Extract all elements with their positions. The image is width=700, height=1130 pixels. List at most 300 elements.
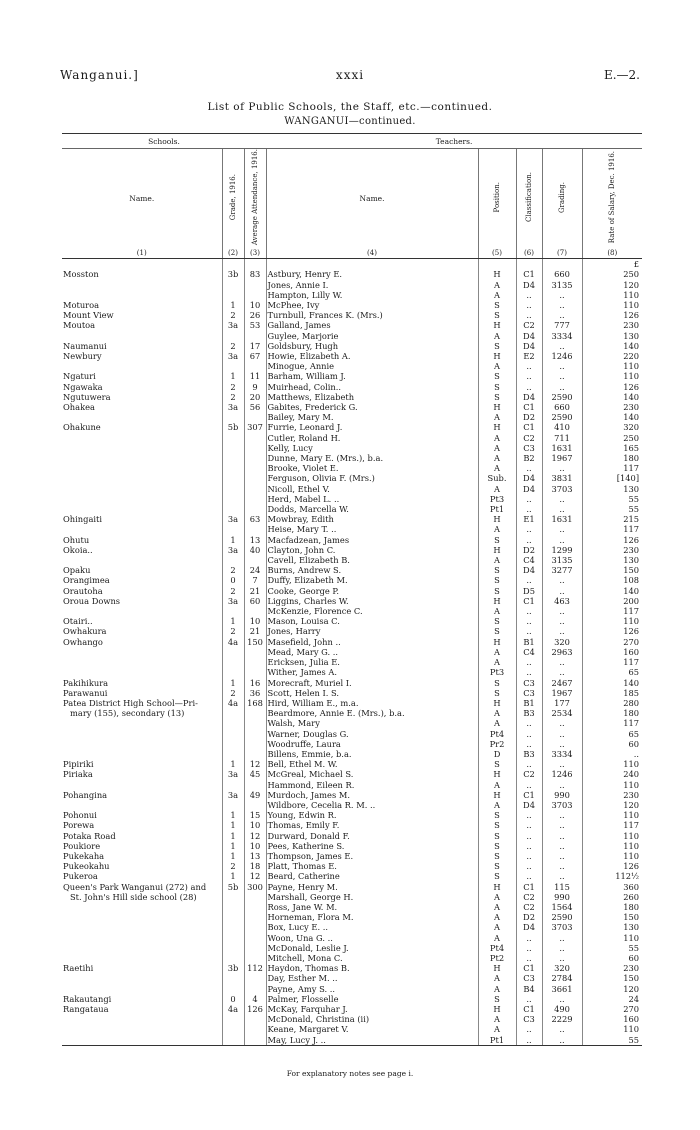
cell-salary: 117 <box>623 463 640 474</box>
cell-school-name: Mount View <box>62 310 222 320</box>
cell-position: A <box>478 647 516 657</box>
cell-salary: 126 <box>623 310 640 321</box>
cell-grade: 4a <box>222 698 244 708</box>
cell-position: S <box>478 310 516 320</box>
cell-classification: C4 <box>516 555 542 565</box>
cell-position: A <box>478 433 516 443</box>
cell-school-name <box>62 555 222 565</box>
table-row <box>62 861 642 871</box>
cell-grading: .. <box>542 718 582 728</box>
cell-grading: 660 <box>542 269 582 279</box>
cell-classification: .. <box>516 933 542 943</box>
cell-grading: .. <box>542 616 582 626</box>
cell-salary: 240 <box>623 769 640 780</box>
cell-salary: 140 <box>623 585 640 596</box>
cell-attendance <box>244 1035 266 1046</box>
cell-attendance <box>244 463 266 473</box>
cell-salary: 110 <box>623 616 640 627</box>
cell-teacher-name: Thompson, James E. <box>266 851 478 861</box>
cell-salary: 117 <box>623 718 640 729</box>
cell-grade: 3a <box>222 320 244 330</box>
cell-salary: 250 <box>623 432 640 443</box>
cell-grade: 3a <box>222 596 244 606</box>
cell-teacher-name: Wildbore, Cecelia R. M. .. <box>266 800 478 810</box>
cell-grade <box>222 412 244 422</box>
cell-school-name: Moutoa <box>62 320 222 330</box>
cell-school-name <box>62 657 222 667</box>
cell-grading: 2590 <box>542 392 582 402</box>
cell-salary: 360 <box>623 881 640 892</box>
cell-school-name <box>62 412 222 422</box>
cell-position: A <box>478 484 516 494</box>
table-row <box>62 524 642 534</box>
cell-grading: .. <box>542 871 582 881</box>
cell-teacher-name: Woon, Una G. .. <box>266 933 478 943</box>
cell-position: S <box>478 382 516 392</box>
cell-grade <box>222 504 244 514</box>
cell-school-name: Pohonui <box>62 810 222 820</box>
cell-position: S <box>478 535 516 545</box>
cell-teacher-name: Platt, Thomas E. <box>266 861 478 871</box>
cell-attendance: 11 <box>244 371 266 381</box>
cell-grading: 2467 <box>542 678 582 688</box>
cell-school-name <box>62 739 222 749</box>
cell-school-name: Moturoa <box>62 300 222 310</box>
cell-teacher-name: Ross, Jane W. M. <box>266 902 478 912</box>
cell-salary: 55 <box>628 504 640 515</box>
cell-salary: 150 <box>623 912 640 923</box>
cell-teacher-name: Morecraft, Muriel I. <box>266 678 478 688</box>
cell-school-name <box>62 933 222 943</box>
cell-grade: 2 <box>222 688 244 698</box>
cell-position: S <box>478 341 516 351</box>
cell-attendance: 53 <box>244 320 266 330</box>
cell-classification: D4 <box>516 565 542 575</box>
cell-teacher-name: Dunne, Mary E. (Mrs.), b.a. <box>266 453 478 463</box>
cell-attendance: 13 <box>244 851 266 861</box>
cell-attendance: 4 <box>244 994 266 1004</box>
cell-grading: 711 <box>542 433 582 443</box>
col-grading <box>542 149 582 248</box>
cell-grade: 2 <box>222 861 244 871</box>
cell-classification: D4 <box>516 800 542 810</box>
cell-grading: .. <box>542 575 582 585</box>
cell-grading: .. <box>542 759 582 769</box>
cell-school-name <box>62 361 222 371</box>
cell-classification: E1 <box>516 514 542 524</box>
cell-attendance <box>244 494 266 504</box>
cell-position: H <box>478 698 516 708</box>
cell-grade: 3a <box>222 402 244 412</box>
cell-salary: 110 <box>623 810 640 821</box>
cell-attendance: 26 <box>244 310 266 320</box>
cell-salary: 110 <box>623 850 640 861</box>
table-row <box>62 831 642 841</box>
cell-attendance <box>244 718 266 728</box>
cell-salary: 180 <box>623 901 640 912</box>
cell-classification: B3 <box>516 749 542 759</box>
cell-classification: D5 <box>516 586 542 596</box>
cell-teacher-name: Goldsbury, Hugh <box>266 341 478 351</box>
cell-salary: 230 <box>623 544 640 555</box>
table-row <box>62 626 642 636</box>
cell-classification: C3 <box>516 443 542 453</box>
cell-attendance: 60 <box>244 596 266 606</box>
cell-grading: .. <box>542 606 582 616</box>
cell-classification: C1 <box>516 596 542 606</box>
cell-grading: 2963 <box>542 647 582 657</box>
cell-classification: .. <box>516 524 542 534</box>
cell-position: S <box>478 820 516 830</box>
cell-teacher-name: Bailey, Mary M. <box>266 412 478 422</box>
cell-school-name: Queen's Park Wanganui (272) and <box>62 882 222 892</box>
cell-grading: 777 <box>542 320 582 330</box>
table-row <box>62 494 642 504</box>
cell-grade <box>222 361 244 371</box>
table-row <box>62 331 642 341</box>
cell-position: A <box>478 708 516 718</box>
cell-grading: .. <box>542 290 582 300</box>
cell-classification: .. <box>516 841 542 851</box>
table-row <box>62 657 642 667</box>
table-row <box>62 300 642 310</box>
col-number: (6) <box>516 247 542 259</box>
cell-teacher-name: Hammond, Eileen R. <box>266 780 478 790</box>
cell-school-name <box>62 484 222 494</box>
cell-teacher-name: Billens, Emmie, b.a. <box>266 749 478 759</box>
cell-position: S <box>478 810 516 820</box>
cell-attendance: 126 <box>244 1004 266 1014</box>
cell-teacher-name: Day, Esther M. .. <box>266 973 478 983</box>
cell-attendance <box>244 484 266 494</box>
cell-salary: 110 <box>623 932 640 943</box>
cell-salary: 126 <box>623 534 640 545</box>
cell-teacher-name: Galland, James <box>266 320 478 330</box>
cell-grading: 2590 <box>542 912 582 922</box>
cell-grading: 320 <box>542 963 582 973</box>
col-classification <box>516 149 542 248</box>
cell-teacher-name: Cutler, Roland H. <box>266 433 478 443</box>
cell-position: S <box>478 841 516 851</box>
cell-grading: 410 <box>542 422 582 432</box>
cell-position: H <box>478 320 516 330</box>
cell-school-name: Poukiore <box>62 841 222 851</box>
cell-school-name: Owhango <box>62 637 222 647</box>
cell-attendance <box>244 984 266 994</box>
cell-classification: B4 <box>516 984 542 994</box>
table-row <box>62 565 642 575</box>
table-row <box>62 382 642 392</box>
table-row <box>62 729 642 739</box>
cell-classification: D4 <box>516 331 542 341</box>
cell-teacher-name: May, Lucy J. .. <box>266 1035 478 1046</box>
cell-grading: .. <box>542 729 582 739</box>
cell-teacher-name: Horneman, Flora M. <box>266 912 478 922</box>
cell-teacher-name: Turnbull, Frances K. (Mrs.) <box>266 310 478 320</box>
cell-school-name <box>62 718 222 728</box>
cell-classification: C4 <box>516 647 542 657</box>
cell-position: A <box>478 984 516 994</box>
cell-attendance <box>244 892 266 902</box>
cell-school-name: Raetihi <box>62 963 222 973</box>
cell-attendance: 112 <box>244 963 266 973</box>
cell-grading: .. <box>542 341 582 351</box>
cell-grade: 2 <box>222 586 244 596</box>
cell-position: H <box>478 963 516 973</box>
cell-salary: 180 <box>623 453 640 464</box>
cell-position: Pr2 <box>478 739 516 749</box>
cell-grade <box>222 984 244 994</box>
cell-position: A <box>478 902 516 912</box>
cell-salary: 270 <box>623 636 640 647</box>
cell-school-name: St. John's Hill side school (28) <box>62 892 222 902</box>
cell-position: Sub. <box>478 473 516 483</box>
table-row <box>62 994 642 1004</box>
cell-salary: 110 <box>623 299 640 310</box>
cell-teacher-name: Beard, Catherine <box>266 871 478 881</box>
cell-attendance: 307 <box>244 422 266 432</box>
cell-attendance <box>244 473 266 483</box>
table-row <box>62 1035 642 1046</box>
table-row <box>62 371 642 381</box>
col-grading-label: Grading. <box>558 181 567 213</box>
cell-school-name: Otairi.. <box>62 616 222 626</box>
cell-grade: 1 <box>222 616 244 626</box>
cell-classification: C3 <box>516 678 542 688</box>
cell-position: H <box>478 637 516 647</box>
cell-grading: 2784 <box>542 973 582 983</box>
cell-school-name <box>62 1014 222 1024</box>
table-row <box>62 269 642 279</box>
col-attendance-label: Average Attendance, 1916. <box>251 149 259 246</box>
cell-grade <box>222 973 244 983</box>
table-row <box>62 412 642 422</box>
cell-teacher-name: Furrie, Leonard J. <box>266 422 478 432</box>
cell-position: S <box>478 851 516 861</box>
cell-attendance: 10 <box>244 300 266 310</box>
cell-salary: 140 <box>623 340 640 351</box>
cell-grading: 3661 <box>542 984 582 994</box>
cell-position: A <box>478 933 516 943</box>
cell-grade <box>222 780 244 790</box>
cell-salary: [140] <box>616 473 640 484</box>
cell-position: A <box>478 1024 516 1034</box>
cell-teacher-name: Marshall, George H. <box>266 892 478 902</box>
cell-position: A <box>478 280 516 290</box>
table-row <box>62 841 642 851</box>
cell-teacher-name: McKay, Farquhar J. <box>266 1004 478 1014</box>
table-row <box>62 820 642 830</box>
cell-grade: 3b <box>222 269 244 279</box>
cell-salary: 110 <box>623 840 640 851</box>
cell-grading: .. <box>542 463 582 473</box>
cell-classification: D4 <box>516 484 542 494</box>
cell-grade: 2 <box>222 310 244 320</box>
cell-classification: D4 <box>516 341 542 351</box>
cell-teacher-name: Astbury, Henry E. <box>266 269 478 279</box>
cell-attendance <box>244 647 266 657</box>
cell-salary: 230 <box>623 320 640 331</box>
cell-salary: 130 <box>623 922 640 933</box>
cell-school-name <box>62 606 222 616</box>
cell-position: S <box>478 586 516 596</box>
cell-position: A <box>478 331 516 341</box>
teachers-group-header: Teachers. <box>266 134 642 149</box>
cell-classification: .. <box>516 759 542 769</box>
cell-attendance <box>244 290 266 300</box>
cell-grading: 3277 <box>542 565 582 575</box>
cell-grade: 3a <box>222 514 244 524</box>
cell-teacher-name: Haydon, Thomas B. <box>266 963 478 973</box>
cell-teacher-name: Pees, Katherine S. <box>266 841 478 851</box>
cell-school-name: Naumanui <box>62 341 222 351</box>
cell-classification: .. <box>516 382 542 392</box>
table-row <box>62 922 642 932</box>
table-row <box>62 586 642 596</box>
cell-attendance: 10 <box>244 841 266 851</box>
cell-grade: 3a <box>222 545 244 555</box>
cell-grading: .. <box>542 810 582 820</box>
cell-school-name <box>62 912 222 922</box>
cell-classification: .. <box>516 861 542 871</box>
cell-teacher-name: Hird, William E., m.a. <box>266 698 478 708</box>
cell-school-name: Pukeokahu <box>62 861 222 871</box>
cell-grading: .. <box>542 504 582 514</box>
table-row <box>62 933 642 943</box>
cell-grading: .. <box>542 667 582 677</box>
cell-teacher-name: Ericksen, Julia E. <box>266 657 478 667</box>
cell-grading: 1299 <box>542 545 582 555</box>
cell-grading: 1631 <box>542 443 582 453</box>
table-row <box>62 963 642 973</box>
cell-teacher-name: Beardmore, Annie E. (Mrs.), b.a. <box>266 708 478 718</box>
cell-salary: 55 <box>628 493 640 504</box>
table-row <box>62 514 642 524</box>
cell-grade: 5b <box>222 422 244 432</box>
cell-teacher-name: Murdoch, James M. <box>266 790 478 800</box>
table-row <box>62 769 642 779</box>
cell-grading: .. <box>542 300 582 310</box>
cell-teacher-name: Box, Lucy E. .. <box>266 922 478 932</box>
table-row <box>62 504 642 514</box>
cell-classification: .. <box>516 851 542 861</box>
cell-classification: .. <box>516 371 542 381</box>
cell-position: Pt1 <box>478 1035 516 1046</box>
cell-grade <box>222 953 244 963</box>
table-row <box>62 708 642 718</box>
cell-school-name: mary (155), secondary (13) <box>62 708 222 718</box>
schools-staff-table <box>62 133 642 1046</box>
cell-attendance: 83 <box>244 269 266 279</box>
cell-attendance: 9 <box>244 382 266 392</box>
cell-salary: 110 <box>623 830 640 841</box>
cell-salary: 65 <box>628 728 640 739</box>
cell-salary: 117 <box>623 657 640 668</box>
cell-school-name: Piriaka <box>62 769 222 779</box>
cell-grade <box>222 729 244 739</box>
cell-school-name: Pohangina <box>62 790 222 800</box>
cell-school-name: Ngutuwera <box>62 392 222 402</box>
cell-attendance <box>244 1024 266 1034</box>
cell-teacher-name: Jones, Annie I. <box>266 280 478 290</box>
cell-attendance: 15 <box>244 810 266 820</box>
cell-attendance <box>244 412 266 422</box>
cell-grade: 1 <box>222 820 244 830</box>
col-salary-label: Rate of Salary, Dec. 1916. <box>608 150 617 244</box>
cell-position: A <box>478 606 516 616</box>
col-number: (5) <box>478 247 516 259</box>
cell-classification: .. <box>516 463 542 473</box>
cell-position: H <box>478 769 516 779</box>
cell-position: S <box>478 392 516 402</box>
cell-salary: 185 <box>623 687 640 698</box>
table-row <box>62 351 642 361</box>
col-position-label: Position. <box>493 181 502 213</box>
table-row <box>62 484 642 494</box>
cell-teacher-name: Bell, Ethel M. W. <box>266 759 478 769</box>
cell-attendance: 12 <box>244 759 266 769</box>
cell-salary: 230 <box>623 789 640 800</box>
cell-grading: .. <box>542 851 582 861</box>
cell-classification: C1 <box>516 882 542 892</box>
col-number: (1) <box>62 247 222 259</box>
table-row <box>62 851 642 861</box>
cell-salary: 160 <box>623 1014 640 1025</box>
table-row <box>62 667 642 677</box>
cell-classification: C3 <box>516 1014 542 1024</box>
cell-classification: D4 <box>516 280 542 290</box>
cell-attendance: 24 <box>244 565 266 575</box>
cell-school-name <box>62 780 222 790</box>
cell-position: S <box>478 565 516 575</box>
cell-school-name <box>62 280 222 290</box>
cell-salary: 165 <box>623 442 640 453</box>
cell-position: H <box>478 269 516 279</box>
col-number: (2) <box>222 247 244 259</box>
cell-grade <box>222 484 244 494</box>
col-number: (4) <box>266 247 478 259</box>
cell-classification: C2 <box>516 769 542 779</box>
cell-attendance: 12 <box>244 831 266 841</box>
cell-attendance: 45 <box>244 769 266 779</box>
cell-teacher-name: Heise, Mary T. .. <box>266 524 478 534</box>
cell-attendance <box>244 739 266 749</box>
cell-school-name: Rakautangi <box>62 994 222 1004</box>
table-row <box>62 678 642 688</box>
cell-grade: 5b <box>222 882 244 892</box>
cell-classification: C2 <box>516 892 542 902</box>
cell-salary: 55 <box>582 1035 642 1046</box>
table-row <box>62 943 642 953</box>
cell-position: H <box>478 351 516 361</box>
cell-salary: 230 <box>623 963 640 974</box>
cell-position: A <box>478 453 516 463</box>
cell-position: Pt2 <box>478 953 516 963</box>
cell-school-name <box>62 494 222 504</box>
cell-teacher-name: Kelly, Lucy <box>266 443 478 453</box>
cell-attendance <box>244 433 266 443</box>
cell-position: A <box>478 524 516 534</box>
cell-school-name <box>62 973 222 983</box>
cell-school-name: Potaka Road <box>62 831 222 841</box>
cell-salary: 117 <box>623 606 640 617</box>
cell-salary: 112½ <box>615 871 640 882</box>
cell-grading: .. <box>542 841 582 851</box>
table-row <box>62 637 642 647</box>
cell-position: H <box>478 1004 516 1014</box>
cell-teacher-name: Scott, Helen I. S. <box>266 688 478 698</box>
col-school-name: Name. <box>62 149 222 248</box>
